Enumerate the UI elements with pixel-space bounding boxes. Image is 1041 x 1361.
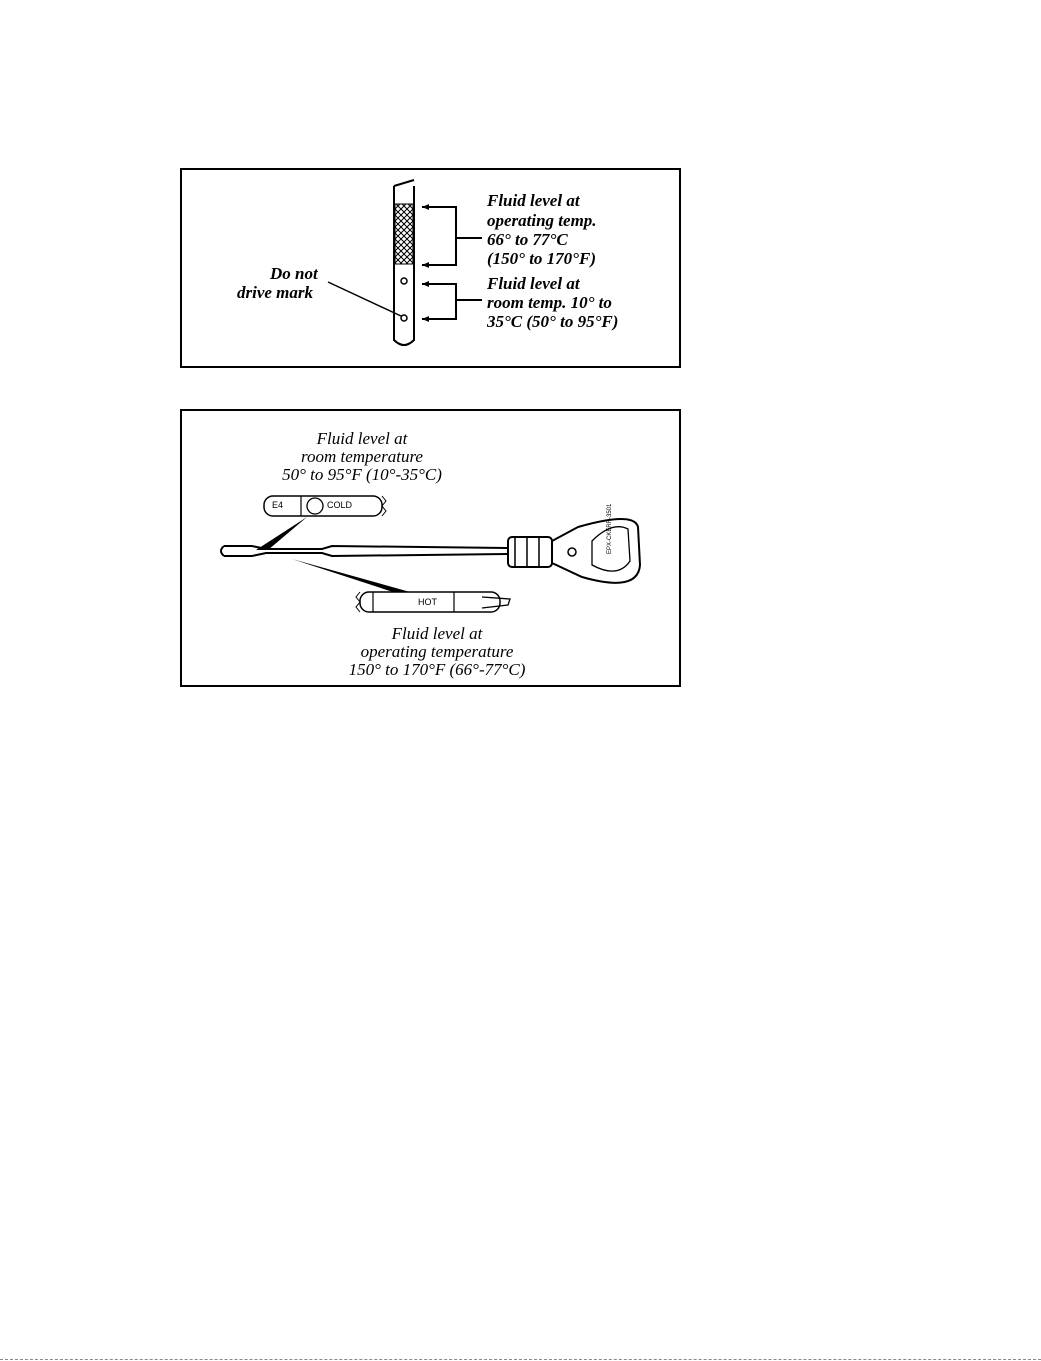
do-not-drive-line-1: Do not <box>270 264 318 283</box>
room-temp-line-1: Fluid level at <box>316 429 408 448</box>
cold-mark-label: COLD <box>327 500 353 510</box>
room-line-1: Fluid level at <box>487 274 580 293</box>
dipstick-level-diagram-2 <box>180 409 681 687</box>
operating-line-3: 66° to 77°C <box>487 230 568 249</box>
cold-tag-label: E4 <box>272 500 284 510</box>
operating-line-2: operating temp. <box>487 211 597 230</box>
operating-temp-line-3: 150° to 170°F (66°-77°C) <box>348 660 526 679</box>
room-temp-line-2: room temperature <box>301 447 423 466</box>
operating-line-1: Fluid level at <box>487 191 580 210</box>
do-not-drive-line-2: drive mark <box>237 283 314 302</box>
operating-temp-line-2: operating temperature <box>360 642 514 661</box>
hot-mark-label: HOT <box>418 597 437 607</box>
operating-temp-line-1: Fluid level at <box>391 624 483 643</box>
dipstick-level-diagram-1 <box>180 168 681 368</box>
room-line-3: 35°C (50° to 95°F) <box>487 312 619 331</box>
room-temp-line-3: 50° to 95°F (10°-35°C) <box>282 465 442 484</box>
handle-code-label: EPX-CKERR-3501 <box>607 503 613 554</box>
operating-line-4: (150° to 170°F) <box>487 249 596 268</box>
room-line-2: room temp. 10° to <box>487 293 612 312</box>
dipstick-blade-drawing <box>182 170 679 366</box>
